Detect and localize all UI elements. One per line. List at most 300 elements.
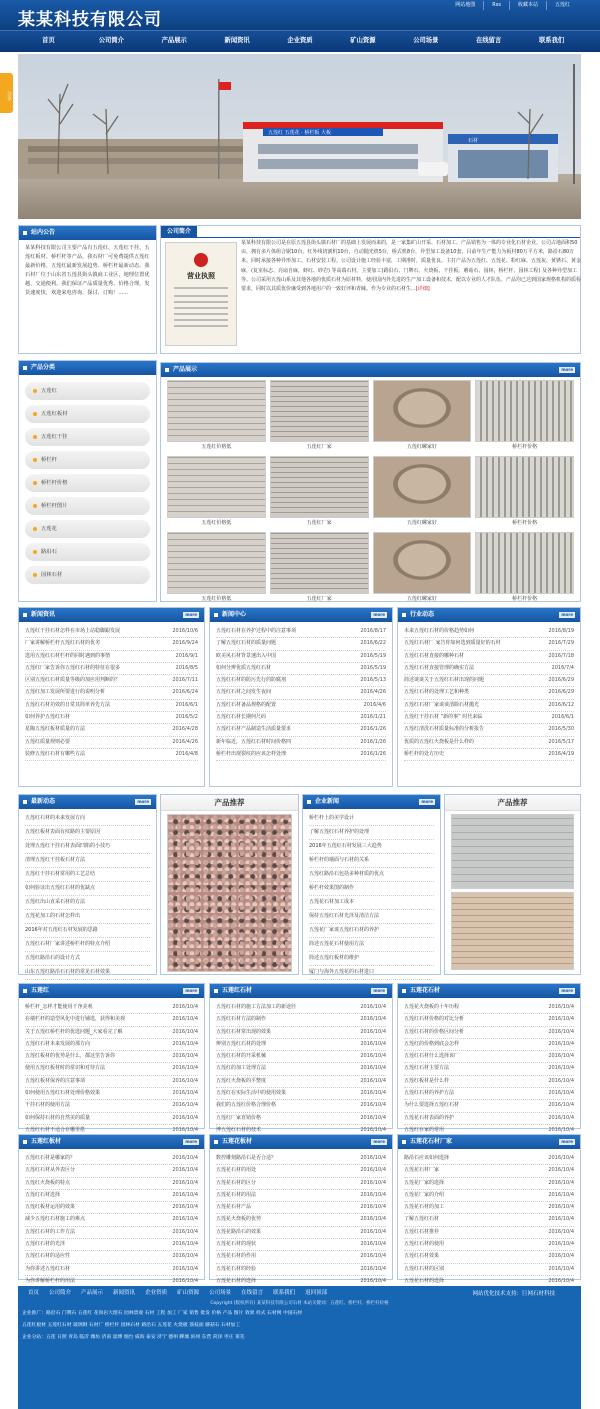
news-row[interactable] xyxy=(404,1251,574,1263)
news-row[interactable] xyxy=(404,1214,574,1226)
news-title[interactable]: 如何养护五莲红石材 xyxy=(25,714,71,721)
news-title[interactable]: 五莲红板材运用的效果 xyxy=(25,1204,76,1211)
footer-nav-link[interactable]: 新闻资讯 xyxy=(113,1290,136,1296)
news-title[interactable]: 桥栏杆上的美学设计 xyxy=(309,815,355,821)
news-row[interactable] xyxy=(216,749,386,761)
news-row[interactable] xyxy=(216,1088,386,1100)
news-row[interactable] xyxy=(404,1100,574,1112)
product-card[interactable] xyxy=(270,456,369,528)
news-title[interactable]: 桥栏杆的处方历史 xyxy=(404,750,445,757)
footer-nav-link[interactable]: 产品展示 xyxy=(81,1290,104,1296)
product-card[interactable] xyxy=(270,532,369,604)
news-title[interactable]: 五莲红厂家直销价格 xyxy=(216,1114,262,1121)
news-title[interactable]: 星陶五莲红板材质量的方法 xyxy=(25,726,86,733)
news-title[interactable]: 五莲花石材的区分 xyxy=(216,1179,257,1186)
news-title[interactable]: 五莲红干挂石材常用的工艺总结 xyxy=(25,871,96,877)
news-row[interactable] xyxy=(216,687,386,699)
news-row[interactable] xyxy=(25,626,198,638)
granite-red-image[interactable] xyxy=(167,814,292,972)
latest-more-button[interactable]: more xyxy=(137,799,149,804)
news-row[interactable] xyxy=(216,1014,386,1026)
news-row[interactable] xyxy=(25,924,150,938)
news-row[interactable] xyxy=(25,1076,198,1088)
product-image[interactable] xyxy=(167,456,266,518)
news-row[interactable] xyxy=(25,651,198,663)
news-row[interactable] xyxy=(25,938,150,952)
news-row[interactable] xyxy=(309,826,434,840)
nav-mine[interactable]: 矿山资源 xyxy=(350,37,376,44)
category-item[interactable]: 桥栏杆图片 xyxy=(25,497,150,515)
news-row[interactable] xyxy=(309,868,434,882)
news-title[interactable]: 五莲红石材直接的哪种石材 xyxy=(404,652,465,659)
news-title[interactable]: 五莲红的价格到底会怎样 xyxy=(404,1040,460,1047)
news-title[interactable]: 五莲红的加工处理方法 xyxy=(216,1065,267,1072)
news-row[interactable] xyxy=(404,1239,574,1251)
news-row[interactable] xyxy=(25,1178,198,1190)
news-row[interactable] xyxy=(25,663,198,675)
product-image[interactable] xyxy=(167,532,266,594)
product-card[interactable] xyxy=(475,532,574,604)
news-row[interactable] xyxy=(216,1027,386,1039)
news-title[interactable]: 五莲花火烧板的优势 xyxy=(216,1216,262,1223)
news-title[interactable]: 为你讲述五莲红石材 xyxy=(25,1265,71,1272)
news-row[interactable] xyxy=(25,1113,198,1125)
news-title[interactable]: 五莲红石材厂家谈谈清除石材抛光 xyxy=(404,701,480,708)
nav-contact[interactable]: 联系我们 xyxy=(538,37,565,44)
product-card[interactable] xyxy=(373,456,472,528)
site-logo[interactable]: 某某科技有限公司 xyxy=(18,10,162,30)
product-caption[interactable]: 五莲红价格低 xyxy=(201,596,232,602)
news-title[interactable]: 五莲花石材的作用 xyxy=(216,1253,257,1260)
news-row[interactable] xyxy=(216,1039,386,1051)
news-row[interactable] xyxy=(25,826,150,840)
news-row[interactable] xyxy=(216,638,386,650)
news-title[interactable]: 简述五莲花石材使用方法 xyxy=(309,941,365,947)
news-row[interactable] xyxy=(25,687,198,699)
news-title[interactable]: 五莲花加工的石材怎样出 xyxy=(25,913,81,919)
news-title[interactable]: 五莲红石材的防污先行的防腐剂 xyxy=(216,677,287,684)
news-title[interactable]: 装修五莲红石材有哪些方法 xyxy=(25,750,86,757)
product-caption[interactable]: 五莲红价格低 xyxy=(201,520,232,526)
product-image[interactable] xyxy=(373,380,472,442)
news-title[interactable]: 五莲红板材表面有纹路的主要原因 xyxy=(25,829,101,835)
category-item[interactable]: 园林石材 xyxy=(25,566,150,584)
news-row[interactable] xyxy=(25,1227,198,1239)
news-title[interactable]: 五莲红石材价格的对比分析 xyxy=(404,1016,465,1023)
news-row[interactable] xyxy=(404,1039,574,1051)
read-more-link[interactable]: [详细] xyxy=(415,286,430,293)
news-title[interactable]: 五莲红石材的处理工艺和种类 xyxy=(404,689,470,696)
news-title[interactable]: 五莲红石材在养护过程中的注意事项 xyxy=(216,628,297,634)
news-title[interactable]: 了解五莲红石材的质量问题 xyxy=(216,640,277,647)
news-row[interactable] xyxy=(309,896,434,910)
product-caption[interactable]: 五莲红价格低 xyxy=(201,444,232,450)
news-row[interactable] xyxy=(309,840,434,854)
news-title[interactable]: 五莲红石材的工作方法 xyxy=(25,1228,76,1235)
news-row[interactable] xyxy=(25,1027,198,1039)
news-row[interactable] xyxy=(216,1251,386,1263)
news-row[interactable] xyxy=(216,1190,386,1202)
more-button[interactable]: more xyxy=(561,612,573,617)
category-item[interactable]: 五莲红 xyxy=(25,382,150,400)
news-title[interactable]: 五莲红石材常出现的效果 xyxy=(216,1028,272,1035)
nav-scenes[interactable]: 公司场景 xyxy=(413,37,439,44)
news-row[interactable] xyxy=(25,1153,198,1165)
news-title[interactable]: 厦门与海外五莲花的石材进口 xyxy=(309,969,375,975)
news-title[interactable]: 五莲红石材厂 家告你如何选到质量好的石材 xyxy=(404,640,501,647)
news-title[interactable]: 五莲红石材从外表区分 xyxy=(25,1167,76,1174)
news-title[interactable]: 五莲红路沿石包括多种材质的优点 xyxy=(309,871,385,877)
bookmark-link[interactable]: 收藏本站 xyxy=(509,1,546,10)
news-title[interactable]: 五莲红石材厂家讲述桥栏杆的特点介绍 xyxy=(25,941,111,947)
product-card[interactable] xyxy=(373,532,472,604)
news-title[interactable]: 五莲红火烧板的特点 xyxy=(25,1179,71,1186)
product-image[interactable] xyxy=(270,380,369,442)
news-title[interactable]: 五莲红路沿石的设计方式 xyxy=(25,955,81,961)
sitemap-link[interactable]: 网站地图 xyxy=(455,2,476,8)
news-title[interactable]: 五莲花石材的现状 xyxy=(216,1241,257,1248)
nav-products[interactable]: 产品展示 xyxy=(161,37,187,44)
footer-nav-link[interactable]: 在线留言 xyxy=(241,1290,264,1296)
news-title[interactable]: 五莲花石材的选择 xyxy=(216,1277,257,1284)
news-row[interactable] xyxy=(216,1214,386,1226)
news-title[interactable]: 保持五莲红石材光泽及清洁方法 xyxy=(309,913,380,919)
news-row[interactable] xyxy=(404,1178,574,1190)
news-row[interactable] xyxy=(25,749,198,761)
news-title[interactable]: 五莲红在家的常用 xyxy=(404,1126,445,1133)
nav-about[interactable]: 公司简介 xyxy=(98,37,124,44)
news-title[interactable]: 五莲红石材的价格区间分析 xyxy=(404,1028,465,1035)
news-title[interactable]: 桥栏杆_怎样才能使用千净美观 xyxy=(25,1004,93,1010)
more-button[interactable]: more xyxy=(373,988,385,993)
news-title[interactable]: 桥栏杆的墙面与石材的关系 xyxy=(309,857,370,863)
news-title[interactable]: 山东五莲红路沿石石材的常见石材效果 xyxy=(25,969,111,975)
news-row[interactable] xyxy=(404,712,574,724)
news-row[interactable] xyxy=(25,1039,198,1051)
footer-nav-link[interactable]: 企业资质 xyxy=(145,1290,168,1296)
news-title[interactable]: 五莲花火烧板的十年历程 xyxy=(404,1004,460,1010)
news-title[interactable]: 五莲红石材是哪家的？ xyxy=(25,1155,76,1161)
news-title[interactable]: 为什么要选择五莲红石材 xyxy=(404,1102,460,1109)
news-title[interactable]: 五莲红石材的使用 xyxy=(404,1241,445,1248)
news-title[interactable]: 五莲红板材是什么样 xyxy=(404,1077,450,1084)
news-title[interactable]: 五莲花石材产品 xyxy=(216,1204,252,1211)
news-title[interactable]: 五莲红加工发展所要进行的说明分析 xyxy=(25,689,106,696)
news-row[interactable] xyxy=(404,675,574,687)
product-image[interactable] xyxy=(475,380,574,442)
product-card[interactable] xyxy=(167,380,266,452)
product-caption[interactable]: 五莲红螺家好 xyxy=(406,520,437,526)
news-row[interactable] xyxy=(216,651,386,663)
news-row[interactable] xyxy=(216,1239,386,1251)
news-title[interactable]: 区别五莲红石材质量等级的加应用判断的？ xyxy=(25,677,121,684)
news-row[interactable] xyxy=(404,1264,574,1276)
news-row[interactable] xyxy=(25,966,150,980)
news-title[interactable]: 五莲红石材未来发展的那方向 xyxy=(25,1040,91,1047)
category-item[interactable]: 五莲红干挂 xyxy=(25,428,150,446)
category-item[interactable]: 五莲花 xyxy=(25,520,150,538)
news-row[interactable] xyxy=(216,626,386,638)
news-row[interactable] xyxy=(25,868,150,882)
news-row[interactable] xyxy=(309,966,434,980)
news-row[interactable] xyxy=(216,1100,386,1112)
news-title[interactable]: 选用五莲红石材栏杆的同时遇到的事情 xyxy=(25,652,111,659)
news-title[interactable]: 关于五莲红桥栏杆的优选问题_大家看完了解 xyxy=(25,1028,123,1035)
news-row[interactable] xyxy=(25,1165,198,1177)
news-row[interactable] xyxy=(404,663,574,675)
news-title[interactable]: 桥栏杆出现裂纹的应该怎样处理 xyxy=(216,750,287,757)
news-title[interactable]: 为你讲解桥栏杆的用法 xyxy=(25,1277,76,1284)
category-item[interactable]: 五莲红板材 xyxy=(25,405,150,423)
news-row[interactable] xyxy=(404,1076,574,1088)
news-row[interactable] xyxy=(404,737,574,749)
news-title[interactable]: 数控雕刻路沿石是否合适？ xyxy=(216,1155,277,1161)
news-title[interactable]: 辨别五莲红石材的处理 xyxy=(216,1040,267,1047)
news-row[interactable] xyxy=(25,1100,198,1112)
news-row[interactable] xyxy=(25,724,198,736)
news-title[interactable]: 五莲花石材的经验 xyxy=(216,1265,257,1272)
more-button[interactable]: more xyxy=(373,612,385,617)
product-image[interactable] xyxy=(373,456,472,518)
news-title[interactable]: 桥栏杆效果图的制作 xyxy=(309,885,355,891)
news-title[interactable]: 如何保持石材的自然美的质量 xyxy=(25,1114,91,1121)
product-image[interactable] xyxy=(167,380,266,442)
product-card[interactable] xyxy=(270,380,369,452)
news-title[interactable]: 五莲红厂家告诉你五莲红石材的特征在很多 xyxy=(25,664,121,671)
news-row[interactable] xyxy=(25,812,150,826)
more-button[interactable]: more xyxy=(561,988,573,993)
product-card[interactable] xyxy=(373,380,472,452)
news-row[interactable] xyxy=(216,712,386,724)
news-row[interactable] xyxy=(216,663,386,675)
product-image[interactable] xyxy=(373,532,472,594)
news-row[interactable] xyxy=(404,1027,574,1039)
news-row[interactable] xyxy=(25,1051,198,1063)
nav-message[interactable]: 在线留言 xyxy=(476,37,502,44)
news-title[interactable]: 五莲红石材效果 xyxy=(404,1253,440,1260)
category-item[interactable]: 桥栏杆 xyxy=(25,451,150,469)
news-title[interactable]: 简述谈谈关于五莲红石材出现的问题 xyxy=(404,677,485,684)
news-row[interactable] xyxy=(404,1063,574,1075)
product-image[interactable] xyxy=(475,456,574,518)
news-row[interactable] xyxy=(309,924,434,938)
news-row[interactable] xyxy=(216,1051,386,1063)
news-title[interactable]: 五莲红石材的开采机械 xyxy=(216,1053,267,1060)
news-title[interactable]: 五莲红石材推荐 xyxy=(404,1228,440,1235)
news-row[interactable] xyxy=(25,1014,198,1026)
news-title[interactable]: 五莲红石材方法的制作 xyxy=(216,1016,267,1023)
news-title[interactable]: 五莲红质量规则必要 xyxy=(25,738,71,745)
news-row[interactable] xyxy=(404,1014,574,1026)
news-title[interactable]: 未来五莲红石材的价格趋势如何 xyxy=(404,628,475,634)
footer-nav-link[interactable]: 返回顶部 xyxy=(305,1290,328,1296)
news-row[interactable] xyxy=(216,1264,386,1276)
news-row[interactable] xyxy=(25,675,198,687)
news-row[interactable] xyxy=(404,626,574,638)
footer-nav-link[interactable]: 公司场景 xyxy=(209,1290,232,1296)
news-title[interactable]: 五莲红石材的光泽 xyxy=(25,1241,66,1248)
news-row[interactable] xyxy=(25,1239,198,1251)
more-button[interactable]: more xyxy=(185,612,197,617)
news-row[interactable] xyxy=(216,1227,386,1239)
news-row[interactable] xyxy=(25,896,150,910)
news-title[interactable]: 博五莲红石材的技术 xyxy=(216,1126,262,1133)
news-row[interactable] xyxy=(404,1165,574,1177)
product-caption[interactable]: 桥栏杆价格 xyxy=(512,444,538,450)
news-title[interactable]: 五莲红清洗石材质量标准的分析报告 xyxy=(404,726,485,733)
news-row[interactable] xyxy=(404,638,574,650)
news-row[interactable] xyxy=(216,1076,386,1088)
footer-nav-link[interactable]: 联系我们 xyxy=(273,1290,296,1296)
news-title[interactable]: 五莲红石材什么选择该厂 xyxy=(404,1053,460,1060)
news-row[interactable] xyxy=(404,1002,574,1014)
news-title[interactable]: 干挂石材的使用方法 xyxy=(25,1102,71,1109)
news-row[interactable] xyxy=(404,724,574,736)
news-title[interactable]: 五莲花石材的加工 xyxy=(404,1204,445,1211)
news-title[interactable]: 在墙栏杆的造型风化中进行铺选，获得和美观 xyxy=(25,1016,126,1023)
news-row[interactable] xyxy=(404,749,574,761)
nav-news[interactable]: 新闻资讯 xyxy=(224,37,250,44)
category-item[interactable]: 路沿石 xyxy=(25,543,150,561)
rss-link[interactable]: Rss xyxy=(483,1,509,10)
news-title[interactable]: 五莲红干挂石材 “新的事” 时代来临 xyxy=(404,714,483,721)
product-caption[interactable]: 五莲红厂家 xyxy=(306,444,332,450)
news-row[interactable] xyxy=(216,700,386,712)
news-row[interactable] xyxy=(25,1251,198,1263)
news-title[interactable]: 五莲红石材之间发生夜间 xyxy=(216,689,272,696)
news-title[interactable]: 五莲红出山直采石材的方法 xyxy=(25,899,86,905)
news-title[interactable]: 五莲花路沿石的效果 xyxy=(216,1228,262,1235)
footer-nav-link[interactable]: 矿山资源 xyxy=(177,1290,200,1296)
news-row[interactable] xyxy=(309,952,434,966)
news-title[interactable]: 我们的五莲红价格合理价格 xyxy=(216,1102,277,1109)
news-title[interactable]: 五莲红火烧板的平整度 xyxy=(216,1077,267,1084)
news-row[interactable] xyxy=(309,854,434,868)
news-row[interactable] xyxy=(25,1202,198,1214)
footer-nav-link[interactable]: 公司简介 xyxy=(49,1290,72,1296)
product-card[interactable] xyxy=(167,532,266,604)
news-title[interactable]: 五莲花石材加工成本 xyxy=(309,899,355,905)
news-title[interactable]: 五莲花厂家谈五莲红石材的养护 xyxy=(309,927,380,933)
news-row[interactable] xyxy=(404,1227,574,1239)
news-title[interactable]: 五莲红干挂石材怎样在市场上站稳脚跟发展 xyxy=(25,628,121,634)
news-title[interactable]: 五莲花石材的用法 xyxy=(216,1191,257,1198)
news-title[interactable]: 厂家讲解桥栏杆五莲红石材的优劣 xyxy=(25,640,101,647)
news-row[interactable] xyxy=(404,1190,574,1202)
nav-home[interactable]: 首页 xyxy=(42,37,55,44)
more-button[interactable]: more xyxy=(561,1139,573,1144)
news-title[interactable]: 五莲红石材长期何尺码 xyxy=(216,714,267,721)
product-caption[interactable]: 五莲红厂家 xyxy=(306,520,332,526)
nav-qualification[interactable]: 企业资质 xyxy=(287,37,313,44)
news-title[interactable]: 了解五莲红石材 xyxy=(404,1216,440,1223)
news-row[interactable] xyxy=(216,1202,386,1214)
news-row[interactable] xyxy=(216,675,386,687)
news-row[interactable] xyxy=(25,638,198,650)
news-row[interactable] xyxy=(216,1153,386,1165)
news-title[interactable]: 五莲红石材产品制造生活质量要求 xyxy=(216,726,292,733)
news-title[interactable]: 2016年对五莲红石材发展的思路 xyxy=(25,927,98,933)
news-row[interactable] xyxy=(25,1264,198,1276)
news-title[interactable]: 五莲红石材备品规格的配置 xyxy=(216,701,277,708)
news-title[interactable]: 五莲红石材的适应性 xyxy=(25,1253,71,1260)
news-title[interactable]: 五莲花石材的选择 xyxy=(404,1277,445,1284)
news-row[interactable] xyxy=(25,1063,198,1075)
news-row[interactable] xyxy=(25,1088,198,1100)
news-row[interactable] xyxy=(216,724,386,736)
news-title[interactable]: 五莲红在实际生活中的使用效果 xyxy=(216,1090,287,1097)
news-row[interactable] xyxy=(25,854,150,868)
news-row[interactable] xyxy=(25,737,198,749)
news-row[interactable] xyxy=(216,1178,386,1190)
news-row[interactable] xyxy=(25,1002,198,1014)
news-row[interactable] xyxy=(25,910,150,924)
product-image[interactable] xyxy=(475,532,574,594)
stone-blocks-image[interactable] xyxy=(451,814,574,889)
news-title[interactable]: 如何验证出五莲红石材的优缺点 xyxy=(25,885,96,891)
news-row[interactable] xyxy=(309,882,434,896)
news-title[interactable]: 了解五莲红石材养护的处理 xyxy=(309,829,370,835)
product-image[interactable] xyxy=(270,532,369,594)
news-row[interactable] xyxy=(309,938,434,952)
more-button[interactable]: more xyxy=(185,1139,197,1144)
news-row[interactable] xyxy=(216,737,386,749)
news-row[interactable] xyxy=(404,700,574,712)
news-title[interactable]: 五莲红板材保养的注意事项 xyxy=(25,1077,86,1084)
news-title[interactable]: 如何使用五莲红石材处理价格效果 xyxy=(25,1090,101,1097)
news-row[interactable] xyxy=(25,840,150,854)
news-title[interactable]: 五莲红石材选择 xyxy=(25,1191,61,1198)
product-card[interactable] xyxy=(167,456,266,528)
product-caption[interactable]: 五莲红螺家好 xyxy=(406,444,437,450)
news-title[interactable]: 五莲红石材的养护方法 xyxy=(404,1090,455,1097)
product-card[interactable] xyxy=(475,380,574,452)
news-title[interactable]: 五莲花石材的用处 xyxy=(216,1167,257,1174)
news-title[interactable]: 新年临近，五莲红石材时间价格四 xyxy=(216,738,292,745)
news-title[interactable]: 优质的五莲红火烧板是什么样的 xyxy=(404,738,475,745)
keyword-link[interactable]: 五莲红 xyxy=(546,1,578,10)
news-title[interactable]: 五莲红石材的未来发展方向 xyxy=(25,815,86,821)
news-title[interactable]: 五莲花厂家的选择 xyxy=(404,1179,445,1186)
footer-nav-link[interactable]: 首页 xyxy=(28,1290,40,1296)
news-title[interactable]: 路沿石应该如何选择 xyxy=(404,1155,450,1161)
more-button[interactable]: more xyxy=(373,1139,385,1144)
news-row[interactable] xyxy=(216,1113,386,1125)
news-title[interactable]: 五莲红石材的施工方法加工的新途径 xyxy=(216,1004,297,1010)
news-row[interactable] xyxy=(25,1214,198,1226)
news-title[interactable]: 五莲花厂家的介绍 xyxy=(404,1191,445,1198)
news-title[interactable]: 简述五莲红板材的维护 xyxy=(309,955,360,961)
news-title[interactable]: 五莲红石材不适合在哪里搭 xyxy=(25,1126,86,1133)
news-row[interactable] xyxy=(25,1190,198,1202)
products-more-button[interactable]: more xyxy=(561,367,573,372)
news-row[interactable] xyxy=(216,1002,386,1014)
company-news-more-button[interactable]: more xyxy=(421,799,433,804)
license-image[interactable] xyxy=(165,242,237,346)
product-card[interactable] xyxy=(475,456,574,528)
product-caption[interactable]: 桥栏杆价格 xyxy=(512,596,538,602)
product-caption[interactable]: 五莲红螺家好 xyxy=(406,596,437,602)
news-row[interactable] xyxy=(404,1202,574,1214)
news-row[interactable] xyxy=(216,1063,386,1075)
news-row[interactable] xyxy=(309,910,434,924)
news-title[interactable]: 五莲红板材的优势是什么，都这里告诉你 xyxy=(25,1053,116,1060)
news-title[interactable]: 使用五莲红板材时的常识和对待方法 xyxy=(25,1065,106,1072)
news-row[interactable] xyxy=(25,882,150,896)
news-row[interactable] xyxy=(25,952,150,966)
news-row[interactable] xyxy=(404,1051,574,1063)
news-title[interactable]: 五莲花石材表面的养护 xyxy=(404,1114,455,1121)
